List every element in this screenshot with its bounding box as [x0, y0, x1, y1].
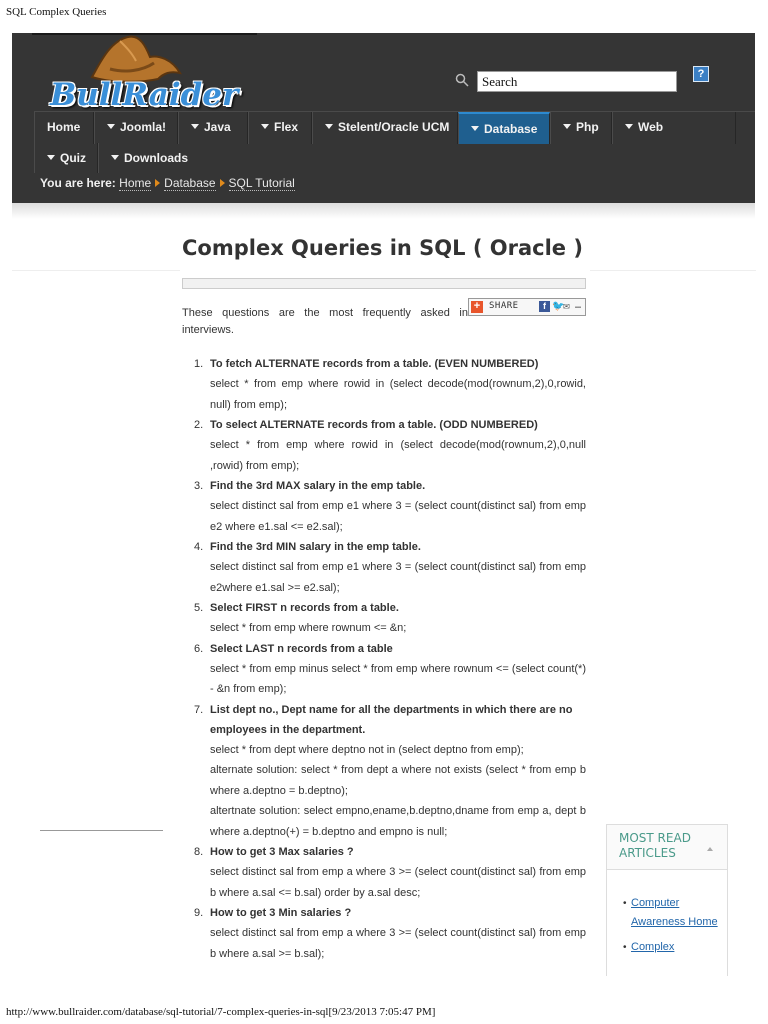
nav-row-2 — [34, 143, 755, 173]
list-item — [182, 598, 586, 639]
list-item — [182, 903, 586, 964]
breadcrumb-arrow-icon — [155, 179, 160, 187]
site-logo[interactable] — [50, 33, 270, 113]
question-number: 5. — [194, 602, 204, 614]
divider — [12, 270, 180, 271]
question-answer: select * from emp where rowid in (select decode(mod(rownum,2),0,null ,rowid) from emp); — [210, 439, 586, 472]
caret-down-icon — [111, 155, 119, 160]
caret-down-icon — [107, 124, 115, 129]
breadcrumb-sql-tutorial[interactable]: SQL Tutorial — [228, 176, 295, 190]
question-answer: select * from dept where deptno not in (select deptno from emp); — [210, 743, 524, 756]
share-label: SHARE — [489, 301, 519, 311]
list-item — [182, 842, 586, 903]
question-heading: Find the 3rd MIN salary in the emp table. — [210, 541, 421, 553]
question-heading: How to get 3 Max salaries ? — [210, 846, 354, 858]
sidebar-title: MOST READ ARTICLES — [619, 831, 691, 860]
divider — [40, 830, 163, 831]
question-number: 6. — [194, 642, 204, 655]
caret-down-icon — [625, 124, 633, 129]
most-read-list-panel — [606, 870, 728, 976]
question-answer: select * from emp where rowid in (select decode(mod(rownum,2),0,rowid, null) from emp); — [210, 378, 586, 411]
breadcrumb — [40, 176, 295, 190]
question-heading: How to get 3 Min salaries ? — [210, 907, 352, 919]
breadcrumb-home[interactable]: Home — [119, 176, 152, 190]
help-button[interactable]: ? — [693, 66, 709, 82]
nav-item-quiz[interactable] — [34, 143, 98, 173]
nav-item-joomla[interactable] — [94, 112, 178, 144]
nav-label: Database — [484, 122, 538, 136]
article-intro: These questions are the most frequently asked in interviews. — [182, 307, 468, 336]
question-heading: To select ALTERNATE records from a table. (ODD NUMBERED) — [210, 419, 538, 431]
question-number: 3. — [194, 480, 204, 492]
question-heading: To fetch ALTERNATE records from a table. (EVEN NUMBERED) — [210, 358, 539, 370]
nav-item-stelent-oracle-ucm[interactable] — [312, 112, 458, 144]
nav-label: Stelent/Oracle UCM — [338, 120, 450, 134]
question-heading: List dept no., Dept name for all the departments in which there are no employees in the department. — [210, 703, 573, 736]
facebook-icon: f — [539, 301, 550, 312]
most-read-item[interactable] — [623, 894, 723, 932]
list-item — [182, 639, 586, 700]
caret-down-icon — [47, 155, 55, 160]
nav-item-flex[interactable] — [248, 112, 312, 144]
nav-label: Flex — [274, 120, 299, 134]
twitter-icon: 🐦 — [552, 301, 565, 312]
title-bar — [182, 278, 586, 289]
most-read-header[interactable] — [606, 824, 728, 870]
list-item — [182, 354, 586, 415]
logo-text: BullRaider — [50, 77, 239, 113]
nav-label: Quiz — [60, 151, 86, 165]
share-button[interactable] — [468, 298, 586, 316]
page-title: Complex Queries in SQL ( Oracle ) — [182, 236, 583, 260]
nav-item-home[interactable] — [34, 112, 94, 144]
breadcrumb-database[interactable]: Database — [164, 176, 216, 190]
caret-down-icon — [471, 126, 479, 131]
question-heading: Select FIRST n records from a table. — [210, 602, 399, 614]
nav-item-database[interactable] — [458, 112, 550, 144]
most-read-list — [623, 894, 723, 957]
question-number: 1. — [194, 358, 204, 370]
nav-label: Home — [47, 120, 81, 134]
breadcrumb-arrow-icon — [220, 179, 225, 187]
list-item — [182, 476, 586, 537]
most-read-link[interactable]: Computer Awareness Home — [631, 897, 718, 928]
nav-label: Php — [576, 120, 599, 134]
list-item — [182, 415, 586, 476]
question-heading: Find the 3rd MAX salary in the emp table. — [210, 480, 426, 492]
question-list — [182, 354, 586, 964]
list-item — [182, 537, 586, 598]
caret-down-icon — [563, 124, 571, 129]
question-alternate-answer: altertnate solution: select empno,ename,b.deptno,dname from emp a, dept b where a.deptno(+) = b.deptno and empno is null; — [210, 805, 586, 838]
search-icon — [455, 73, 469, 87]
question-number: 8. — [194, 846, 204, 858]
print-header: SQL Complex Queries — [6, 6, 107, 18]
question-alternate-answer: alternate solution: select * from dept a where not exists (select * from emp b where a.deptno = b.deptno); — [210, 764, 586, 797]
question-answer: select * from emp where rownum <= &n; — [210, 622, 407, 634]
question-number: 4. — [194, 541, 204, 553]
plus-icon: + — [471, 301, 483, 313]
caret-down-icon — [325, 124, 333, 129]
list-item — [182, 700, 586, 843]
nav-label: Web — [638, 120, 664, 134]
nav-row-1 — [34, 111, 755, 143]
question-answer: select * from emp minus select * from emp where rownum <= (select count(*) - &n from emp); — [210, 662, 586, 695]
divider — [590, 270, 756, 271]
nav-item-web[interactable] — [612, 112, 736, 144]
most-read-link[interactable]: Complex — [631, 941, 675, 953]
question-number: 7. — [194, 703, 204, 716]
nav-label: Joomla! — [120, 120, 167, 134]
search-input[interactable] — [477, 71, 677, 92]
question-answer: select distinct sal from emp a where 3 >= (select count(distinct sal) from emp b where a.sal >= b.sal); — [210, 927, 586, 960]
caret-down-icon — [261, 124, 269, 129]
nav-item-php[interactable] — [550, 112, 612, 144]
question-number: 2. — [194, 419, 204, 431]
header-shadow — [12, 203, 755, 219]
question-answer: select distinct sal from emp a where 3 >= (select count(distinct sal) from emp b where a.sal <= b.sal) order by a.sal desc; — [210, 866, 586, 899]
question-answer: select distinct sal from emp e1 where 3 = (select count(distinct sal) from emp e2where e1.sal >= e2.sal); — [210, 561, 586, 594]
most-read-item[interactable] — [623, 938, 723, 957]
nav-item-java[interactable] — [178, 112, 248, 144]
nav-label: Java — [204, 120, 231, 134]
chevron-up-icon[interactable] — [707, 847, 713, 851]
nav-item-downloads[interactable] — [98, 143, 194, 173]
caret-down-icon — [191, 124, 199, 129]
share-icons — [539, 301, 583, 313]
main-nav — [12, 111, 755, 173]
breadcrumb-label: You are here: — [40, 176, 116, 190]
print-footer: http://www.bullraider.com/database/sql-tutorial/7-complex-queries-in-sql[9/23/2013 7:05:47 PM] — [6, 1006, 436, 1018]
question-answer: select distinct sal from emp e1 where 3 = (select count(distinct sal) from emp e2 where e1.sal <= e2.sal); — [210, 500, 586, 533]
question-number: 9. — [194, 907, 204, 919]
more-icon: … — [575, 300, 582, 311]
nav-label: Downloads — [124, 151, 189, 165]
question-heading: Select LAST n records from a table — [210, 642, 393, 655]
mail-icon: ✉ — [563, 299, 570, 312]
site-header — [12, 33, 755, 203]
